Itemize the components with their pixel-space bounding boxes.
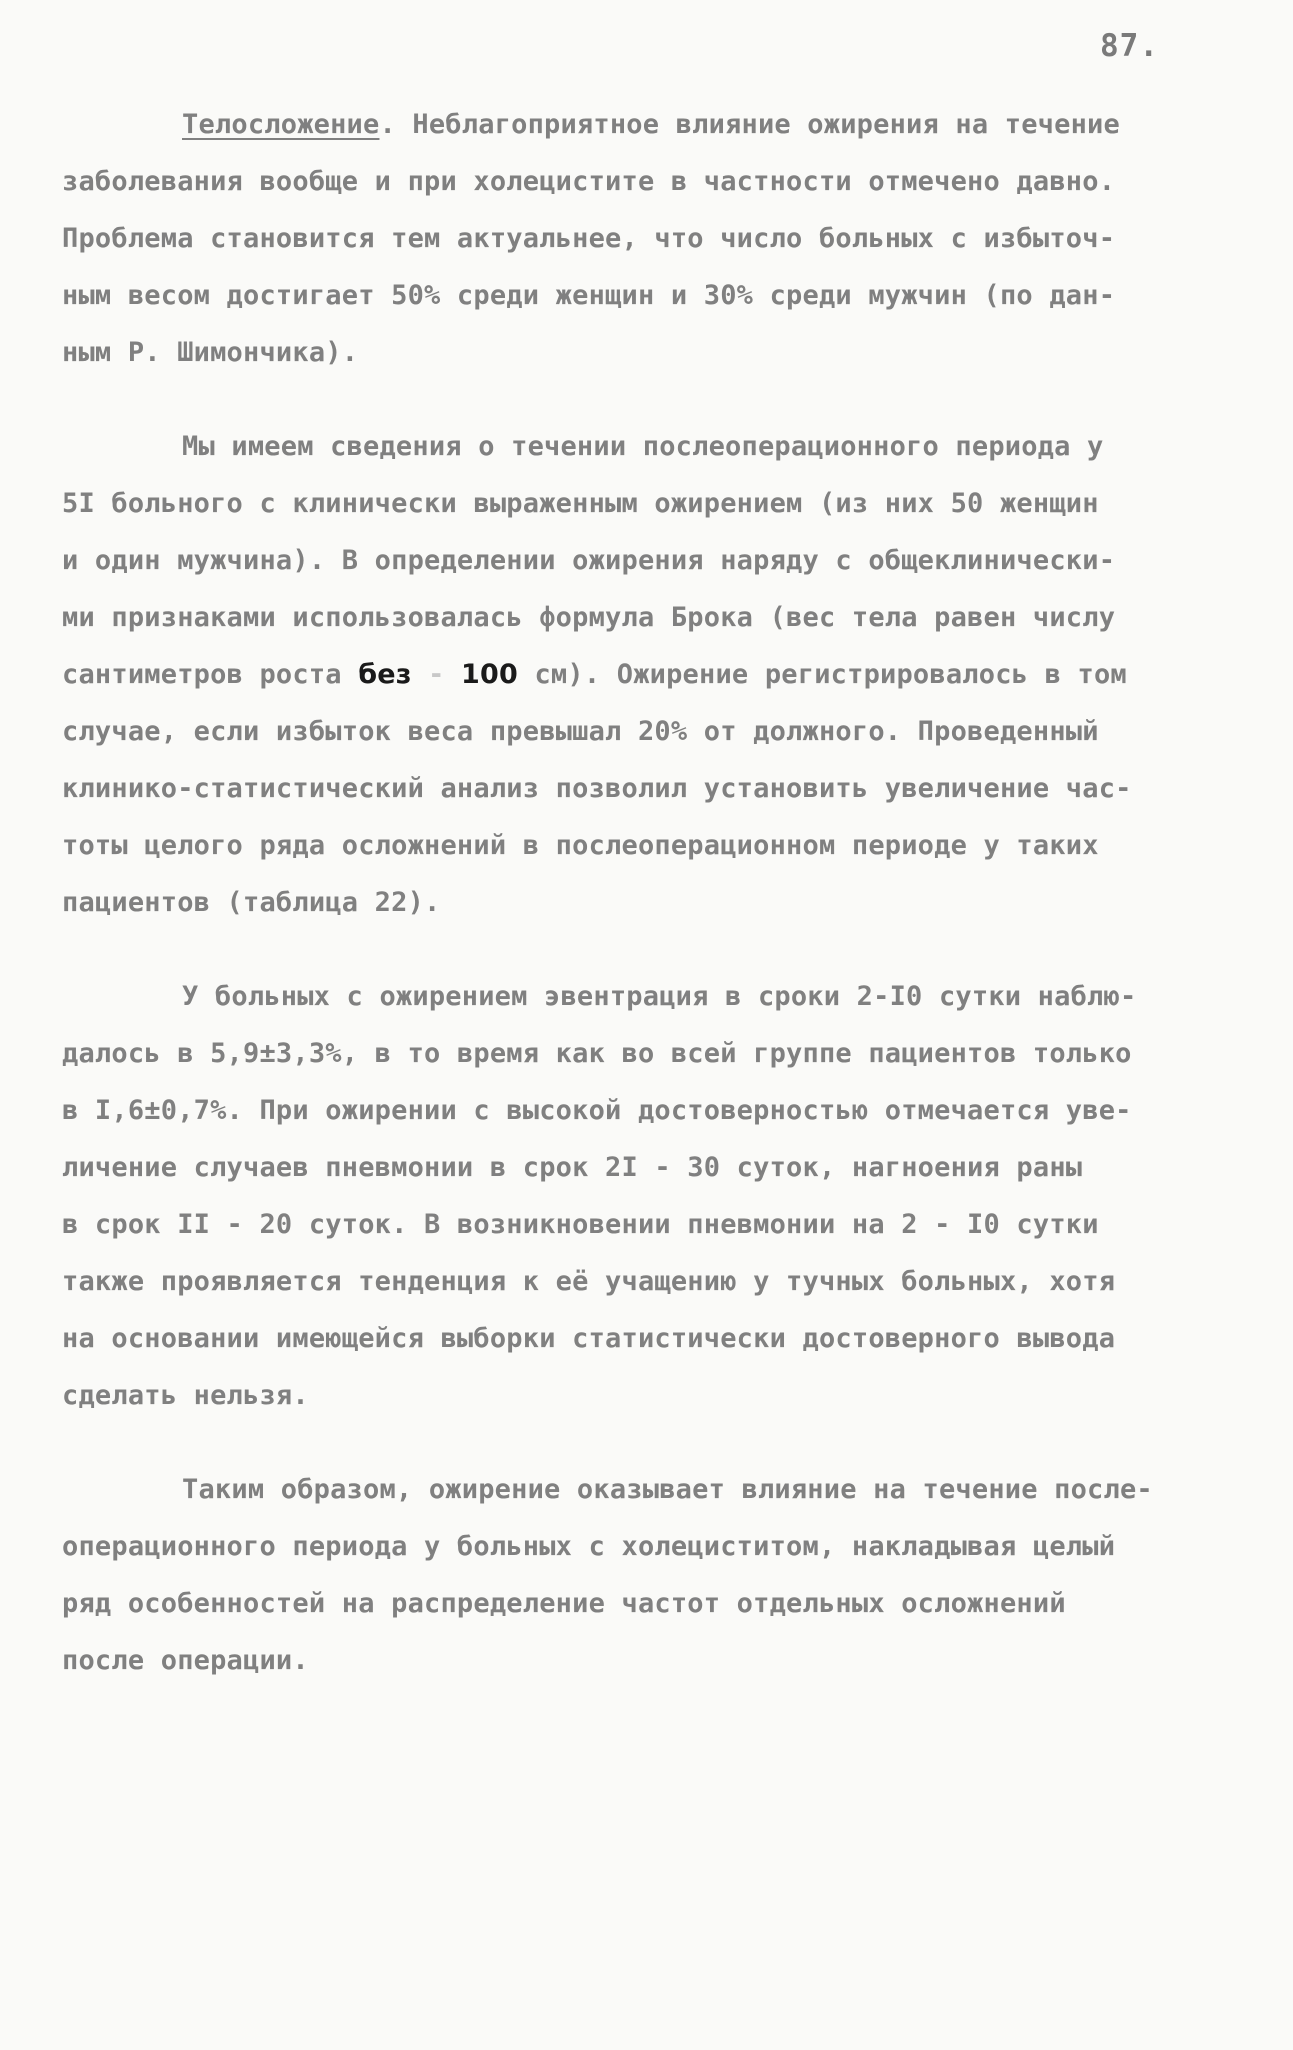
page-number: 87.: [1100, 28, 1159, 64]
paragraph-line: ряд особенностей на распределение частот отдельных осложнений: [62, 1588, 1066, 1619]
paragraph-line: и один мужчина). В определении ожирения наряду с общеклинически-: [62, 545, 1116, 576]
paragraph-line: операционного периода у больных с холециститом, накладывая целый: [62, 1531, 1116, 1562]
paragraph-line: [62, 418, 1238, 475]
paragraph-line: тоты целого ряда осложнений в послеоперационном периоде у таких: [62, 830, 1099, 861]
broca-separator: -: [411, 659, 462, 690]
line-text: У больных с ожирением эвентрация в сроки 2-I0 сутки наблю-: [182, 981, 1137, 1012]
paragraph-line-broca: [62, 646, 1238, 703]
broca-number-100: 100: [461, 659, 518, 690]
paragraph-line: в I,6±0,7%. При ожирении с высокой достоверностью отмечается уве-: [62, 1095, 1132, 1126]
paragraph-line: на основании имеющейся выборки статистически достоверного вывода: [62, 1323, 1116, 1354]
paragraph-line: Проблема становится тем актуальнее, что число больных с избыточ-: [62, 223, 1116, 254]
broca-word-bez: без: [358, 659, 412, 690]
paragraph-line: пациентов (таблица 22).: [62, 887, 441, 918]
paragraph-line: ным Р. Шимончика).: [62, 337, 359, 368]
line-text: сантиметров роста: [62, 659, 359, 690]
paragraph-line: личение случаев пневмонии в срок 2I - 30 суток, нагноения раны: [62, 1152, 1083, 1183]
paragraph-conclusion: [62, 1461, 1238, 1689]
paragraph-line: случае, если избыток веса превышал 20% от должного. Проведенный: [62, 716, 1099, 747]
paragraph-gap: [62, 931, 1238, 968]
line-text: Мы имеем сведения о течении послеоперационного периода у: [182, 431, 1104, 462]
paragraph-line: также проявляется тенденция к её учащению у тучных больных, хотя: [62, 1266, 1116, 1297]
paragraph-line: ми признаками использовалась формула Брока (вес тела равен числу: [62, 602, 1116, 633]
paragraph-line: клинико-статистический анализ позволил установить увеличение час-: [62, 773, 1132, 804]
paragraph-line: [62, 1461, 1238, 1518]
section-heading: Телосложение: [182, 109, 380, 140]
line-text: см). Ожирение регистрировалось в том: [518, 659, 1127, 690]
paragraph-line: [62, 968, 1238, 1025]
paragraph-gap: [62, 1424, 1238, 1461]
paragraph-line: в срок II - 20 суток. В возникновении пневмонии на 2 - I0 сутки: [62, 1209, 1099, 1240]
line-text: . Неблагоприятное влияние ожирения на течение: [379, 109, 1120, 140]
body-text: [62, 96, 1238, 1689]
paragraph-line: [62, 96, 1238, 153]
paragraph-body-build: [62, 96, 1238, 381]
paragraph-gap: [62, 381, 1238, 418]
paragraph-line: ным весом достигает 50% среди женщин и 30% среди мужчин (по дан-: [62, 280, 1116, 311]
paragraph-line: заболевания вообще и при холецистите в частности отмечено давно.: [62, 166, 1116, 197]
line-text: Таким образом, ожирение оказывает влияние на течение после-: [182, 1474, 1153, 1505]
paragraph-obesity-data: [62, 418, 1238, 931]
paragraph-line: сделать нельзя.: [62, 1380, 309, 1411]
paragraph-line: 5I больного с клинически выраженным ожирением (из них 50 женщин: [62, 488, 1099, 519]
paragraph-line: после операции.: [62, 1645, 309, 1676]
paragraph-line: далось в 5,9±3,3%, в то время как во всей группе пациентов только: [62, 1038, 1132, 1069]
paragraph-complications: [62, 968, 1238, 1424]
